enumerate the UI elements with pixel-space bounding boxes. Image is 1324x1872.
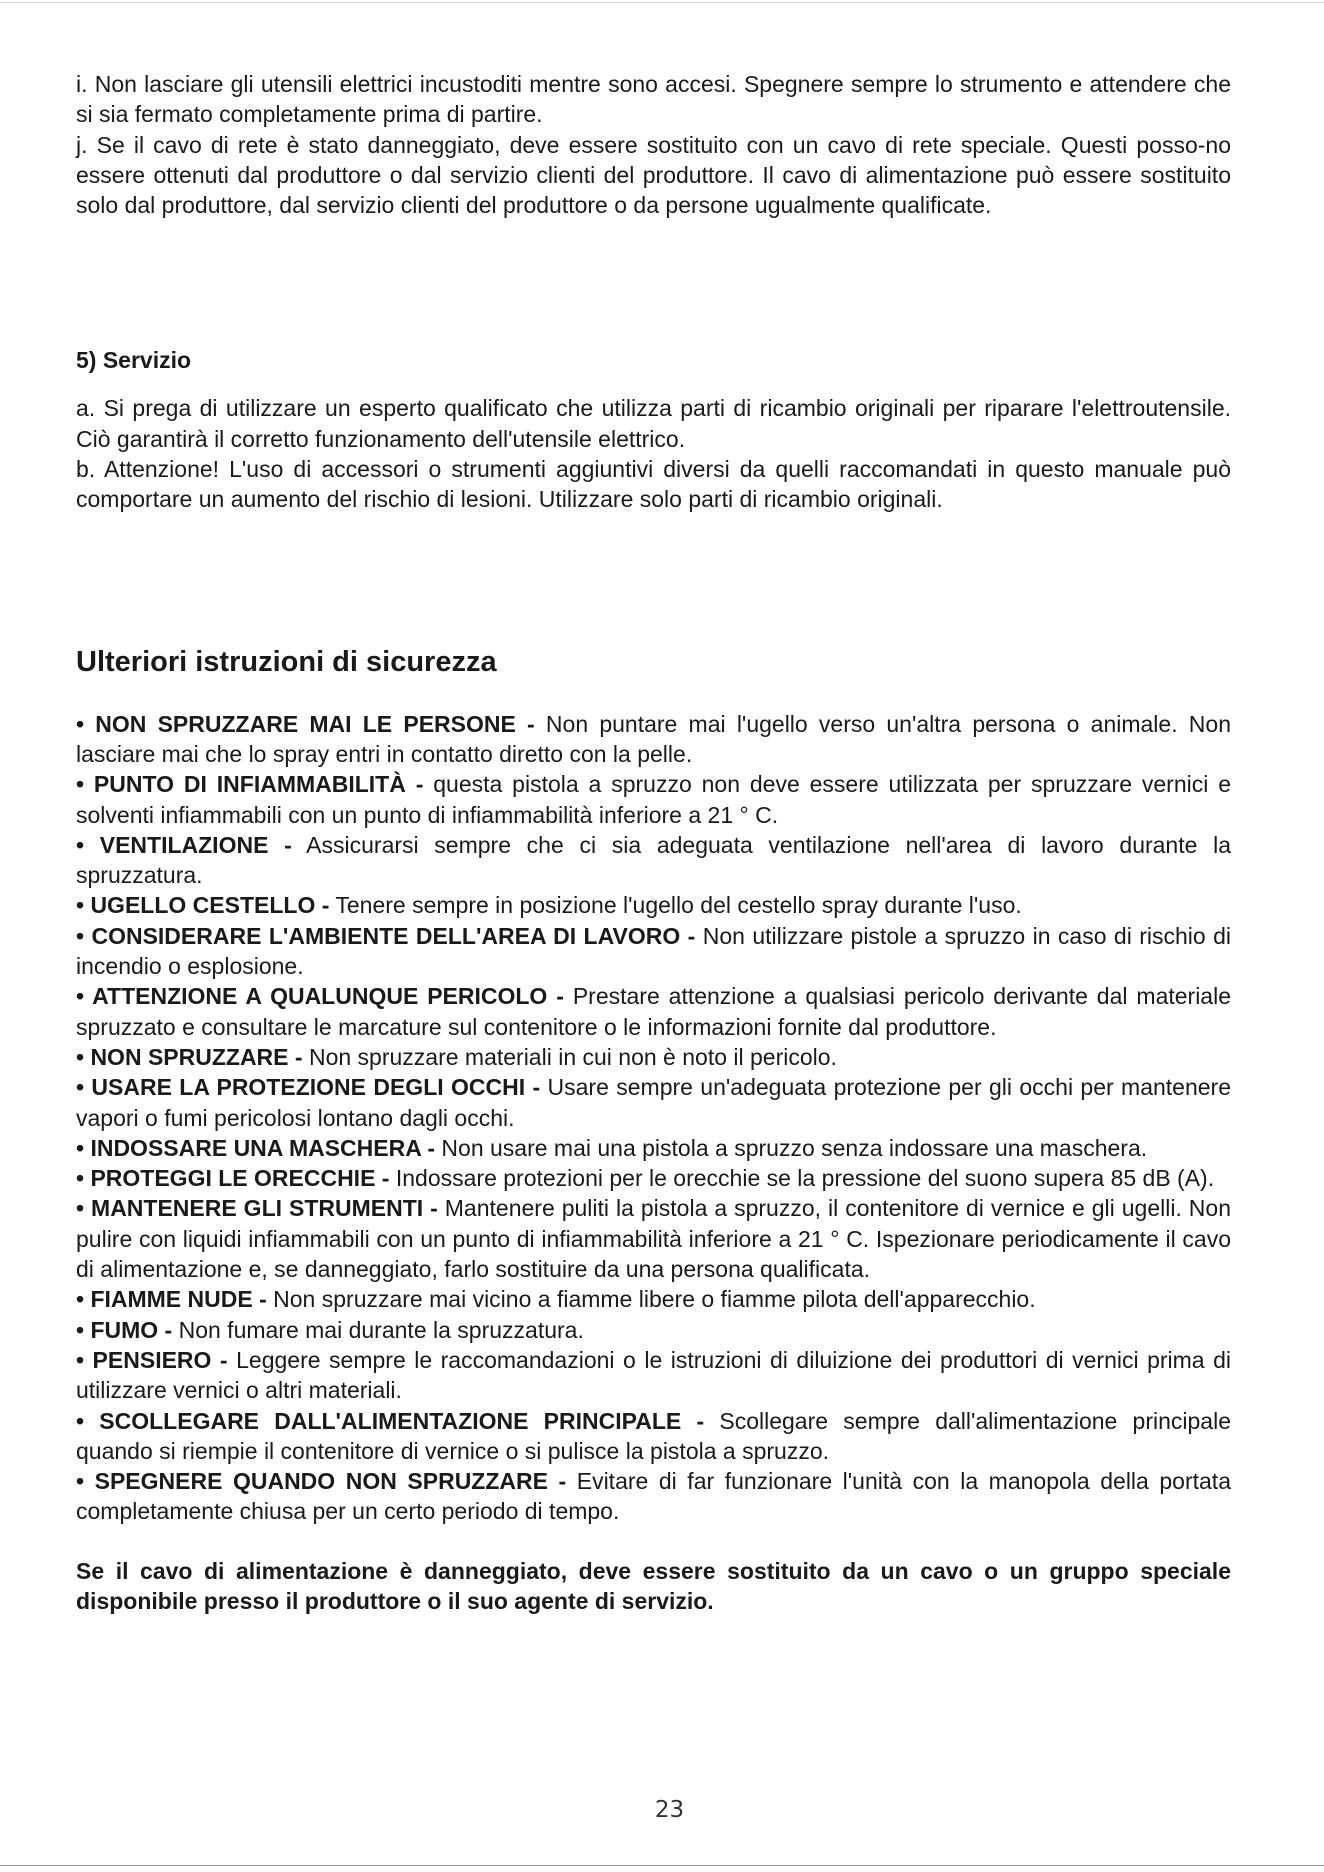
item-j-text: j. Se il cavo di rete è stato danneggiato, deve essere sostituito con un cavo di rete speciale. Questi posso-no essere ottenuti dal produttore o dal servizio clienti del produttore. Il cavo di alimentazione può essere sostituito solo dal produttore, dal servizio clienti del produttore o da persone ugualmente qualificate. [76,131,1231,219]
bullet-text: Non fumare mai durante la spruzzatura. [172,1316,584,1343]
bullet-text: questa pistola a spruzzo non deve essere utilizzata per spruzzare vernici e solventi infiammabili con un punto di infiammabilità inferiore a 21 ° C. [76,771,1231,828]
bullet-title: • NON SPRUZZARE - [76,1043,303,1070]
servizio-item-b: b. Attenzione! L'uso di accessori o strumenti aggiuntivi diversi da quelli raccomandati in questo manuale può comportare un aumento del rischio di lesioni. Utilizzare solo parti di ricambio originali. [76,456,1231,513]
bullet-title: • INDOSSARE UNA MASCHERA - [76,1134,436,1161]
bullet-title: • CONSIDERARE L'AMBIENTE DELL'AREA DI LAVORO - [76,922,696,949]
bullet-title: • VENTILAZIONE - [76,831,292,858]
bullet-text: Usare sempre un'adeguata protezione per gli occhi per mantenere vapori o fumi pericolosi lontano dagli occhi. [76,1074,1231,1131]
bullet-text: Scollegare sempre dall'alimentazione principale quando si riempie il contenitore di vernice o si pulisce la pistola a spruzzo. [76,1407,1231,1464]
safety-bullet-list [76,709,1231,1527]
intro-section [76,69,1231,220]
bullet-title: • ATTENZIONE A QUALUNQUE PERICOLO - [76,983,564,1010]
bullet-text: Leggere sempre le raccomandazioni o le istruzioni di diluizione dei produttori di vernici prima di utilizzare vernici o altri materiali. [76,1346,1232,1404]
bullet-text: Non usare mai una pistola a spruzzo senza indossare una maschera. [435,1134,1148,1161]
bullet-title: • SPEGNERE QUANDO NON SPRUZZARE - [76,1468,567,1495]
bullet-title: • PROTEGGI LE ORECCHIE - [76,1165,390,1192]
servizio-item-a: a. Si prega di utilizzare un esperto qualificato che utilizza parti di ricambio originali per riparare l'elettroutensile. Ciò garantirà il corretto funzionamento dell'utensile elettrico. [76,395,1231,452]
bullet-title: • USARE LA PROTEZIONE DEGLI OCCHI - [76,1074,541,1101]
bullet-title: • FUMO - [76,1316,173,1343]
bottom-rule [0,1865,1324,1866]
bullet-item [76,709,1231,770]
servizio-section [76,393,1231,514]
bullet-title: • PUNTO DI INFIAMMABILITÀ - [76,771,424,798]
item-i-text: i. Non lasciare gli utensili elettrici incustoditi mentre sono accesi. Spegnere sempre lo strumento e attendere che si sia fermato completamente prima di partire. [76,71,1231,128]
bullet-item [76,1406,1231,1467]
bullet-text: Evitare di far funzionare l'unità con la manopola della portata completamente chiusa per un certo periodo di tempo. [76,1468,1231,1525]
bullet-item [76,1345,1231,1406]
bullet-item [76,921,1231,982]
bullet-title: • NON SPRUZZARE MAI LE PERSONE - [76,710,535,737]
bullet-item [76,1284,1231,1314]
bullet-item [76,769,1231,830]
bullet-text: Non utilizzare pistole a spruzzo in caso di rischio di incendio o esplosione. [76,922,1231,980]
bullet-item [76,890,1231,920]
page-content [76,69,1231,1616]
bullet-item [76,1163,1231,1193]
top-rule [0,2,1324,3]
bullet-title: • FIAMME NUDE - [76,1286,267,1313]
bullet-text: Non spruzzare materiali in cui non è noto il pericolo. [302,1043,837,1070]
bullet-item [76,1466,1231,1527]
bullet-title: • MANTENERE GLI STRUMENTI - [76,1195,438,1222]
bullet-title: • UGELLO CESTELLO - [76,892,330,919]
bullet-item [76,1072,1231,1133]
ulteriori-heading: Ulteriori istruzioni di sicurezza [76,645,497,678]
bullet-title: • PENSIERO - [76,1346,228,1373]
bullet-text: Assicurarsi sempre che ci sia adeguata ventilazione nell'area di lavoro durante la spruzzatura. [76,831,1231,889]
bullet-text: Non puntare mai l'ugello verso un'altra persona o animale. Non lasciare mai che lo spray entri in contatto diretto con la pelle. [76,710,1231,767]
bullet-item [76,830,1231,891]
bullet-item [76,1042,1231,1072]
bullet-text: Non spruzzare mai vicino a fiamme libere o fiamme pilota dell'apparecchio. [266,1286,1036,1313]
servizio-heading: 5) Servizio [76,347,192,374]
bullet-item [76,1315,1231,1345]
bullet-text: Indossare protezioni per le orecchie se la pressione del suono supera 85 dB (A). [389,1165,1215,1192]
page-number: 23 [654,1797,685,1823]
closing-warning: Se il cavo di alimentazione è danneggiato, deve essere sostituito da un cavo o un gruppo speciale disponibile presso il produttore o il suo agente di servizio. [76,1557,1231,1614]
bullet-text: Tenere sempre in posizione l'ugello del cestello spray durante l'uso. [329,892,1022,919]
bullet-item [76,981,1231,1042]
bullet-item [76,1193,1231,1284]
bullet-text: Prestare attenzione a qualsiasi pericolo derivante dal materiale spruzzato e consultare le marcature sul contenitore o le informazioni fornite dal produttore. [76,983,1231,1040]
bullet-item [76,1133,1231,1163]
bullet-title: • SCOLLEGARE DALL'ALIMENTAZIONE PRINCIPALE - [76,1407,705,1434]
bullet-text: Mantenere puliti la pistola a spruzzo, il contenitore di vernice e gli ugelli. Non pulire con liquidi infiammabili con un punto di infiammabilità inferiore a 21 ° C. Ispezionare periodicamente il cavo di alimentazione e, se danneggiato, farlo sostituire da una persona qualificata. [76,1195,1232,1283]
